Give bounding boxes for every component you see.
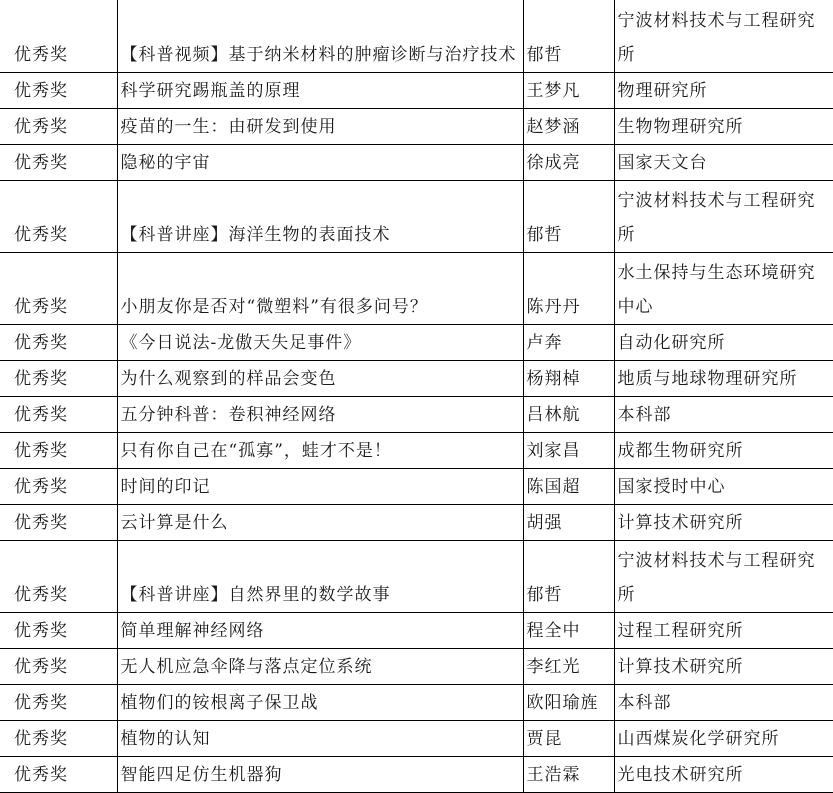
award-cell: 优秀奖 — [0, 648, 117, 684]
work-title-cell: 植物们的铵根离子保卫战 — [117, 684, 523, 720]
author-cell: 刘家昌 — [523, 432, 614, 468]
author-cell: 程全中 — [523, 612, 614, 648]
award-cell: 优秀奖 — [0, 540, 117, 612]
unit-cell: 宁波材料技术与工程研究所 — [614, 540, 833, 612]
unit-cell: 国家天文台 — [614, 144, 833, 180]
unit-cell: 本科部 — [614, 684, 833, 720]
award-cell: 优秀奖 — [0, 0, 117, 72]
award-cell: 优秀奖 — [0, 504, 117, 540]
table-row — [0, 756, 833, 792]
work-title-cell: 《今日说法-龙傲天失足事件》 — [117, 324, 523, 360]
table-row — [0, 648, 833, 684]
author-cell: 陈丹丹 — [523, 252, 614, 324]
author-cell: 胡强 — [523, 504, 614, 540]
unit-cell: 山西煤炭化学研究所 — [614, 720, 833, 756]
table-row — [0, 144, 833, 180]
unit-cell: 宁波材料技术与工程研究所 — [614, 0, 833, 72]
unit-cell: 宁波材料技术与工程研究所 — [614, 180, 833, 252]
work-title-cell: 疫苗的一生：由研发到使用 — [117, 108, 523, 144]
work-title-cell: 智能四足仿生机器狗 — [117, 756, 523, 792]
table-row — [0, 180, 833, 252]
author-cell: 郁哲 — [523, 180, 614, 252]
award-cell: 优秀奖 — [0, 180, 117, 252]
award-cell: 优秀奖 — [0, 72, 117, 108]
award-cell: 优秀奖 — [0, 360, 117, 396]
table-row — [0, 468, 833, 504]
table-row — [0, 324, 833, 360]
work-title-cell: 【科普讲座】自然界里的数学故事 — [117, 540, 523, 612]
table-row — [0, 108, 833, 144]
work-title-cell: 科学研究踢瓶盖的原理 — [117, 72, 523, 108]
award-cell: 优秀奖 — [0, 468, 117, 504]
work-title-cell: 时间的印记 — [117, 468, 523, 504]
award-cell: 优秀奖 — [0, 324, 117, 360]
work-title-cell: 【科普视频】基于纳米材料的肿瘤诊断与治疗技术 — [117, 0, 523, 72]
unit-cell: 生物物理研究所 — [614, 108, 833, 144]
award-cell: 优秀奖 — [0, 396, 117, 432]
author-cell: 王浩霖 — [523, 756, 614, 792]
work-title-cell: 植物的认知 — [117, 720, 523, 756]
table-row — [0, 504, 833, 540]
work-title-cell: 云计算是什么 — [117, 504, 523, 540]
unit-cell: 计算技术研究所 — [614, 648, 833, 684]
author-cell: 吕林航 — [523, 396, 614, 432]
unit-cell: 地质与地球物理研究所 — [614, 360, 833, 396]
author-cell: 贾昆 — [523, 720, 614, 756]
author-cell: 卢奔 — [523, 324, 614, 360]
unit-cell: 国家授时中心 — [614, 468, 833, 504]
table-row — [0, 72, 833, 108]
table-row — [0, 432, 833, 468]
unit-cell: 计算技术研究所 — [614, 504, 833, 540]
table-row — [0, 612, 833, 648]
table-row — [0, 360, 833, 396]
author-cell: 王梦凡 — [523, 72, 614, 108]
author-cell: 徐成亮 — [523, 144, 614, 180]
work-title-cell: 简单理解神经网络 — [117, 612, 523, 648]
work-title-cell: 小朋友你是否对“微塑料”有很多问号？ — [117, 252, 523, 324]
table-row — [0, 720, 833, 756]
author-cell: 赵梦涵 — [523, 108, 614, 144]
unit-cell: 过程工程研究所 — [614, 612, 833, 648]
work-title-cell: 无人机应急伞降与落点定位系统 — [117, 648, 523, 684]
award-cell: 优秀奖 — [0, 720, 117, 756]
award-cell: 优秀奖 — [0, 252, 117, 324]
work-title-cell: 为什么观察到的样品会变色 — [117, 360, 523, 396]
award-cell: 优秀奖 — [0, 108, 117, 144]
unit-cell: 光电技术研究所 — [614, 756, 833, 792]
author-cell: 郁哲 — [523, 540, 614, 612]
work-title-cell: 隐秘的宇宙 — [117, 144, 523, 180]
unit-cell: 自动化研究所 — [614, 324, 833, 360]
award-cell: 优秀奖 — [0, 684, 117, 720]
author-cell: 杨翔棹 — [523, 360, 614, 396]
table-row — [0, 684, 833, 720]
author-cell: 欧阳瑜旌 — [523, 684, 614, 720]
award-cell: 优秀奖 — [0, 756, 117, 792]
author-cell: 陈国超 — [523, 468, 614, 504]
table-row — [0, 540, 833, 612]
table-row — [0, 252, 833, 324]
work-title-cell: 【科普讲座】海洋生物的表面技术 — [117, 180, 523, 252]
award-cell: 优秀奖 — [0, 144, 117, 180]
unit-cell: 本科部 — [614, 396, 833, 432]
unit-cell: 水土保持与生态环境研究中心 — [614, 252, 833, 324]
table-row — [0, 396, 833, 432]
work-title-cell: 只有你自己在“孤寡”，蛙才不是！ — [117, 432, 523, 468]
unit-cell: 成都生物研究所 — [614, 432, 833, 468]
unit-cell: 物理研究所 — [614, 72, 833, 108]
award-cell: 优秀奖 — [0, 432, 117, 468]
author-cell: 郁哲 — [523, 0, 614, 72]
work-title-cell: 五分钟科普：卷积神经网络 — [117, 396, 523, 432]
table-row — [0, 0, 833, 72]
award-cell: 优秀奖 — [0, 612, 117, 648]
author-cell: 李红光 — [523, 648, 614, 684]
